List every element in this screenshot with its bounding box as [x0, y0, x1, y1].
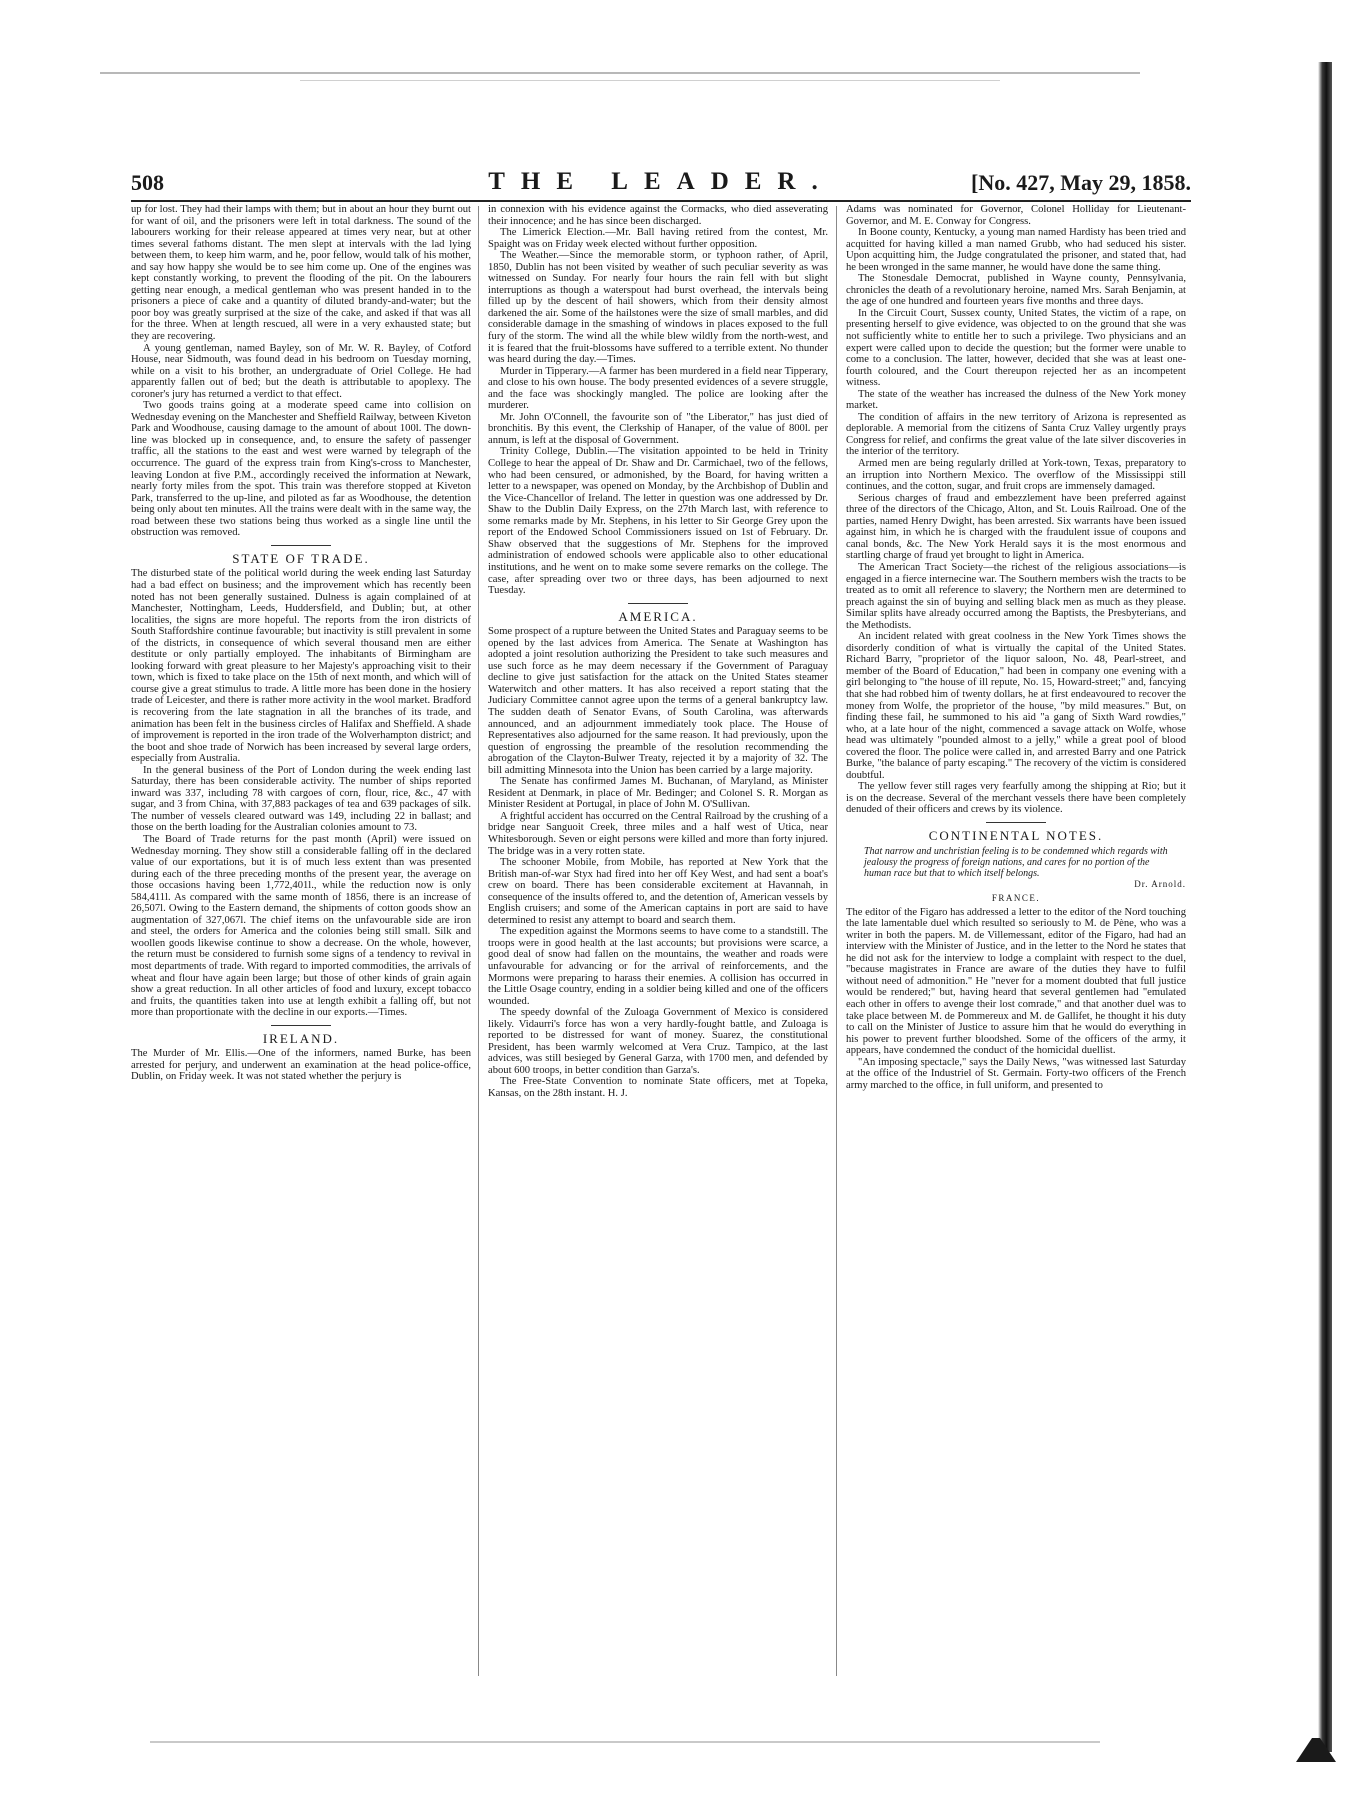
paragraph: The Limerick Election.—Mr. Ball having retired from the contest, Mr. Spaight was on Friday week elected without further opposition.	[488, 227, 828, 250]
section-rule	[628, 603, 688, 604]
section-rule	[271, 545, 331, 546]
section-heading-continental-notes: CONTINENTAL NOTES.	[928, 827, 1104, 843]
paragraph: Adams was nominated for Governor, Colonel Holliday for Lieutenant-Governor, and M. E. Conway for Congress.	[846, 204, 1186, 227]
paragraph: Armed men are being regularly drilled at York-town, Texas, preparatory to an irruption into Northern Mexico. The overflow of the Mississippi still continues, and the cotton, sugar, and fruit crops are immensely damaged.	[846, 458, 1186, 493]
paragraph: The state of the weather has increased the dulness of the New York money market.	[846, 388, 1186, 412]
paragraph: Some prospect of a rupture between the United States and Paraguay seems to be opened by the last advices from America. The Senate at Washington has adopted a joint resolution authorizing the President to take such measures and use such force as he may deem necessary if the Government of Paraguay decline to give just satisfaction for the attack on the United States steamer Waterwitch and other matters. It has also received a report stating that the Judiciary Committee cannot agree upon the terms of a general bankruptcy law. The sudden death of Senator Evans, of South Carolina, was afterwards announced, and an adjournment immediately took place. The House of Representatives also adjourned for the same reason. It had previously, upon the question of engrossing the preamble of the resolution recommending the abrogation of the Clayton-Bulwer Treaty, rejected it by a majority of 32. The bill admitting Minnesota into the Union has been carried by a large majority.	[488, 626, 828, 776]
scan-edge-bottom	[150, 1741, 1100, 1743]
paragraph: The yellow fever still rages very fearfully among the shipping at Rio; but it is on the decrease. Several of the merchant vessels there have been completely denuded of their officers and crews by its violence.	[846, 781, 1186, 816]
paragraph: up for lost. They had their lamps with them; but in about an hour they burnt out for want of oil, and the prisoners were left in total darkness. The sound of the labourers working for their release appeared at times very near, but at other times several fathoms distant. The men slept at intervals with the lad lying between them, to keep him warm, and he, poor fellow, would talk of his mother, and say how happy she would be to see him come up. One of the engines was kept constantly working, to prevent the flooding of the pit. On the labourers getting near enough, a medical gentleman who was present handed in to the prisoners a piece of cake and a quantity of diluted brandy-and-water; but the poor boy was greatly surprised at the size of the cake, and asked if that was all for the three. When at length rescued, all were in a very exhausted state; but they are recovering.	[131, 204, 471, 343]
book-spine-shadow	[1318, 62, 1332, 1752]
paragraph: The Board of Trade returns for the past month (April) were issued on Wednesday morning. They show still a considerable falling off in the declared value of our exportations, but it is of much less extent than was presented during each of the three preceding months of the present year, the average on those occasions having been 1,772,401l., while the reduction now is only 584,411l. As compared with the same month of 1856, there is an increase of 26,507l. Owing to the Eastern demand, the shipments of cotton goods show an augmentation of 327,067l. The chief items on the unfavourable side are iron and steel, the orders for America and the colonies being still small. Silk and woollen goods likewise continue to show a decrease. On the whole, however, the return must be considered to furnish some signs of a tendency to revival in most departments of trade. With regard to imported commodities, the arrivals of wheat and flour have again been large; but those of other kinds of grain again show a great reduction. In all other articles of food and luxury, except tobacco and fruits, the quantities taken into use at length exhibit a falling off, but not more than proportionate with the decline in our exports.—Times.	[131, 833, 471, 1019]
page-number: 508	[131, 170, 164, 195]
column-1	[131, 204, 471, 1083]
paragraph: The expedition against the Mormons seems to have come to a standstill. The troops were in good health at the last accounts; but provisions were scarce, a good deal of snow had fallen on the mountains, the weather and roads were unfavourable for advancing or for the arrival of reinforcements, and the Mormons were preparing to harass their enemies. A collision has occurred in the Little Osage country, ending in a soldier being killed and one of the officers wounded.	[488, 926, 828, 1007]
column-divider-2	[836, 206, 837, 1676]
page-header	[131, 168, 1191, 198]
paragraph: The condition of affairs in the new territory of Arizona is represented as deplorable. A memorial from the citizens of Santa Cruz Valley urgently prays Congress for relief, and confirms the great value of the late silver discoveries in the interior of the territory.	[846, 411, 1186, 458]
paragraph: The Free-State Convention to nominate State officers, met at Topeka, Kansas, on the 28th instant. H. J.	[488, 1076, 828, 1100]
paragraph: In Boone county, Kentucky, a young man named Hardisty has been tried and acquitted for having killed a man named Grubb, who had seduced his sister. Upon acquitting him, the Judge congratulated the prisoner, and stated that, had he been wronged in the same manner, he would have done the same thing.	[846, 227, 1186, 273]
column-divider-1	[478, 206, 479, 1676]
section-heading-trade: STATE OF TRADE.	[232, 550, 370, 566]
paragraph: Two goods trains going at a moderate speed came into collision on Wednesday evening on the Manchester and Sheffield Railway, between Kiveton Park and Woodhouse, causing damage to the amount of about 100l. The down-line was blocked up in consequence, and, to ensure the safety of passenger traffic, all the stations to the east and west were warned by telegraph of the occurrence. The guard of the express train from King's-cross to Manchester, leaving London at five P.M., accordingly received the information at Newark, nearly forty miles from the spot. This train was therefore stopped at Kiveton Park, transferred to the up-line, and piloted as far as Woodhouse, the detention being only about ten minutes. All the trains were dealt with in the same way, the road between these two stations being thus worked as a single line until the obstruction was removed.	[131, 400, 471, 539]
masthead: THE LEADER.	[488, 168, 834, 195]
paragraph: The Stonesdale Democrat, published in Wayne county, Pennsylvania, chronicles the death of a revolutionary heroine, named Mrs. Sarah Benjamin, at the age of one hundred and fourteen years five months and three days.	[846, 273, 1186, 308]
paragraph: The schooner Mobile, from Mobile, has reported at New York that the British man-of-war Styx had fired into her off Key West, and had sent a boat's crew on board. There has been considerable excitement at Havannah, in consequence of the insults offered to, and the detention of, American vessels by English cruisers; and some of the American captains in port are said to have determined to resist any attempt to board and search them.	[488, 857, 828, 926]
section-heading-ireland: IRELAND.	[262, 1030, 340, 1046]
paragraph: The disturbed state of the political world during the week ending last Saturday had a bad effect on business; and the improvement which has recently been noted has not been generally sustained. Dulness is again complained of at Manchester, Nottingham, Leeds, Huddersfield, and Dublin; but, at other localities, the signs are more hopeful. The reports from the iron districts of South Staffordshire continue favourable; but inactivity is still prevalent in some of the districts, in consequence of which several thousand men are either destitute or only partially employed. The inhabitants of Birmingham are looking forward with great pleasure to her Majesty's approaching visit to their town, which is fixed to take place on the 15th of next month, and which will of course give a great stimulus to trade. A little more has been done in the hosiery trade of Leicester, and there is rather more activity in the wool market. Bradford is recovering from the late stagnation in all the branches of its trade, and animation has been felt in the business circles of Halifax and Sheffield. A shade of improvement is reported in the iron trade of the Wolverhampton district; and the boot and shoe trade of Norwich has been increased by several large orders, especially from Australia.	[131, 568, 471, 765]
column-2	[488, 204, 828, 1100]
column-3	[846, 204, 1186, 1091]
paragraph: The Weather.—Since the memorable storm, or typhoon rather, of April, 1850, Dublin has not been visited by weather of such peculiar severity as was witnessed on Sunday. For nearly four hours the rain fell with but slight interruptions as though a waterspout had burst overhead, the intervals being filled up by the descent of hail showers, which from their density almost darkened the air. Some of the hailstones were the size of small marbles, and did considerable damage in the smashing of windows in places exposed to the full fury of the storm. The wind all the while blew wildly from the north-west, and it is feared that the fruit-blossoms have suffered to a terrible extent. No thunder was heard during the day.—Times.	[488, 250, 828, 366]
epigraph-attribution: Dr. Arnold.	[1134, 878, 1186, 889]
scan-edge-top-faint	[300, 80, 1000, 81]
epigraph: That narrow and unchristian feeling is to be condemned which regards with jealousy the progress of foreign nations, and cares for no portion of the human race but that to which itself belongs.	[864, 845, 1168, 879]
section-rule	[271, 1025, 331, 1026]
paragraph: "An imposing spectacle," says the Daily News, "was witnessed last Saturday at the office of the Industriel of St. Germain. Forty-two officers of the French army marched to the office, in full uniform, and presented to	[846, 1056, 1186, 1091]
paragraph: The American Tract Society—the richest of the religious associations—is engaged in a fierce internecine war. The Southern members wish the tracts to be treated as to omit all reference to slavery; the Northern men are determined to preach against the sin of buying and selling black men as much as they please. Similar splits have already occurred among the Baptists, the Presbyterians, and the Methodists.	[846, 561, 1186, 631]
paragraph: Trinity College, Dublin.—The visitation appointed to be held in Trinity College to hear the appeal of Dr. Shaw and Dr. Carmichael, two of the fellows, who had been censured, or admonished, by the Board, for having written a letter to a newspaper, was opened on Monday, by the Archbishop of Dublin and the Vice-Chancellor of Ireland. The letter in question was one addressed by Dr. Shaw to the Dublin Daily Express, on the 27th March last, with reference to some remarks made by Mr. Stephens, in his letter to Sir George Grey upon the report of the Endowed School Commissioners issued on 1st of February. Dr. Shaw observed that the suggestions of Mr. Stephens for the improved administration of endowed schools were applicable also to other educational institutions, and he went on to make some severe remarks on the college. The case, after spreading over two or three days, has been adjourned to next Tuesday.	[488, 446, 828, 597]
paragraph: in connexion with his evidence against the Cormacks, who died asseverating their innocence; and he has since been discharged.	[488, 204, 828, 227]
paragraph: A young gentleman, named Bayley, son of Mr. W. R. Bayley, of Cotford House, near Sidmouth, was found dead in his bedroom on Tuesday morning, while on a visit to his brother, an undergraduate of Oriel College. He had apparently fallen out of bed; but the death is attributable to apoplexy. The coroner's jury has returned a verdict to that effect.	[131, 342, 471, 400]
paragraph: Murder in Tipperary.—A farmer has been murdered in a field near Tipperary, and close to his own house. The body presented evidences of a severe struggle, and the face was shockingly mangled. The police are looking after the murderer.	[488, 365, 828, 412]
paragraph: The speedy downfal of the Zuloaga Government of Mexico is considered likely. Vidaurri's force has won a very hardly-fought battle, and Zuloaga is reported to be distressed for want of money. Suarez, the constitutional President, has been warmly welcomed at Vera Cruz. Tampico, at the last advices, was still besieged by General Garza, with 1700 men, and defended by about 600 troops, in better condition than Garza's.	[488, 1007, 828, 1076]
paragraph: In the general business of the Port of London during the week ending last Saturday, there has been considerable activity. The number of ships reported inward was 337, including 78 with cargoes of corn, flour, rice, &c., 47 with sugar, and 3 from China, with 37,883 packages of tea and 639 packages of silk. The number of vessels cleared outward was 149, including 22 in ballast; and those on the berth loading for the Australian colonies amount to 73.	[131, 764, 471, 834]
section-heading-america: AMERICA.	[618, 608, 698, 624]
scan-edge-top	[100, 72, 1140, 74]
paragraph: An incident related with great coolness in the New York Times shows the disorderly condition of what is virtually the capital of the United States. Richard Barry, "proprietor of the liquor saloon, No. 48, Pearl-street, and member of the Board of Education," had been in company one evening with a girl belonging to "the house of ill repute, No. 15, Howard-street;" and, fancying that she had robbed him of twenty dollars, he at first endeavoured to recover the money from Wolfe, the proprietor of the house, "by mild measures." But, on finding these fail, he summoned to his aid "a gang of Sixth Ward rowdies," who, at a late hour of the night, commenced a savage attack on Wolfe, whose head was ultimately "pounded almost to a jelly," while a great pool of blood covered the floor. The police were called in, and arrested Barry and one Patrick Burke, "the balance of party escaping." The recovery of the victim is considered doubtful.	[846, 631, 1186, 781]
subsection-heading-france: FRANCE.	[991, 893, 1041, 904]
paragraph: Mr. John O'Connell, the favourite son of "the Liberator," has just died of bronchitis. By this event, the Clerkship of Hanaper, of the value of 800l. per annum, is left at the disposal of Government.	[488, 411, 828, 446]
paragraph: In the Circuit Court, Sussex county, United States, the victim of a rape, on presenting herself to give evidence, was objected to on the ground that she was not sufficiently white to entitle her to such a privilege. Two physicians and an expert were called upon to decide the question; but the former were unable to come to a conclusion. The latter, however, decided that she was at least one-fourth coloured, and the Court thereupon rejected her as an incompetent witness.	[846, 307, 1186, 389]
paragraph: The editor of the Figaro has addressed a letter to the editor of the Nord touching the late lamentable duel which resulted so seriously to M. de Pène, who was a writer in both the papers. M. de Villemessant, editor of the Figaro, had had an interview with the Minister of Justice, and in the letter to the Nord he states that he did not ask for the interview to lodge a complaint with respect to the duel, "because magistrates in France are aware of the duties they have to fulfil without need of admonition." He "never for a moment doubted that full justice would be rendered;" but, having heard that several gentlemen had "emulated each other in offers to avenge their lost comrade," and that another duel was to take place between M. de Pommereux and M. de Gallifet, he thought it his duty to call on the Minister of Justice to assure him that he would do everything in his power to prevent further bloodshed. Some of the officers of the army, it appears, have condemned the conduct of the homicidal duellist.	[846, 906, 1186, 1057]
paragraph: The Senate has confirmed James M. Buchanan, of Maryland, as Minister Resident at Denmark, in place of Mr. Bedinger; and Colonel S. R. Morgan as Minister Resident at Portugal, in place of John M. O'Sullivan.	[488, 776, 828, 811]
section-rule	[986, 822, 1046, 823]
header-rule	[131, 200, 1191, 202]
issue-info: [No. 427, May 29, 1858.	[971, 170, 1191, 195]
paragraph: A frightful accident has occurred on the Central Railroad by the crushing of a bridge near Sanguoit Creek, three miles and a half west of Utica, near Whitesborough. Seven or eight persons were killed and more than forty injured. The bridge was in a very rotten state.	[488, 810, 829, 857]
paragraph: Serious charges of fraud and embezzlement have been preferred against three of the directors of the Chicago, Alton, and St. Louis Railroad. One of the parties, named Henry Dwight, has been arrested. Six warrants have been issued against him, in which he is charged with the fraudulent issue of coupons and canal bonds, &c. The New York Herald says it is the most enormous and startling charge of fraud yet brought to light in America.	[846, 492, 1186, 562]
paragraph: The Murder of Mr. Ellis.—One of the informers, named Burke, has been arrested for perjury, and underwent an examination at the head police-office, Dublin, on Friday week. It was not stated whether the perjury is	[131, 1048, 471, 1083]
